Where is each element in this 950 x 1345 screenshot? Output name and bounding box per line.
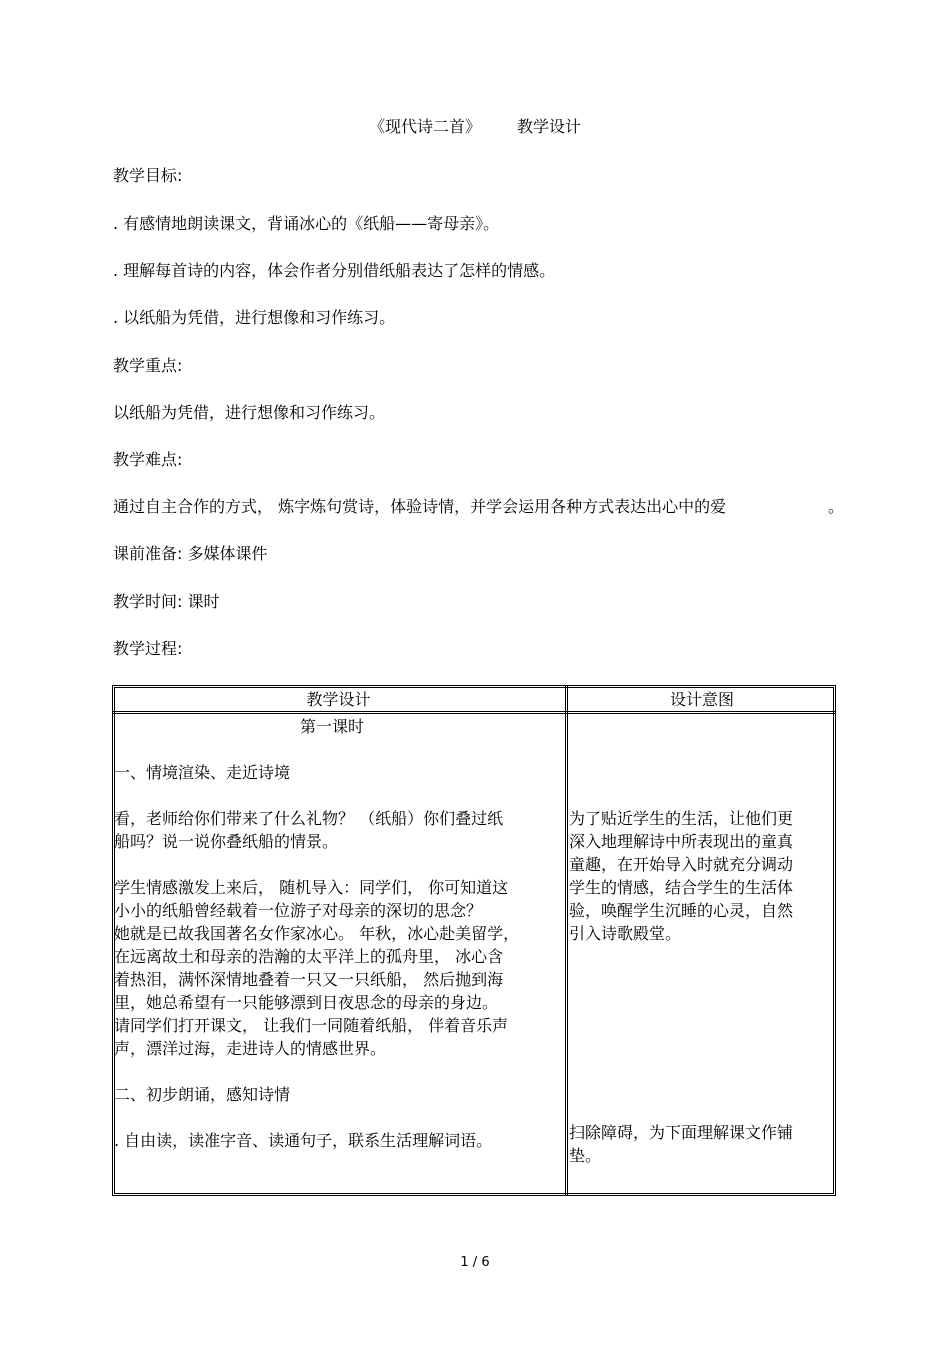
document-title: [0, 117, 950, 137]
header-design-intent: 设计意图: [669, 690, 734, 709]
lesson-table: [112, 685, 836, 1196]
p2-line-2: 小小的纸船曾经载着一位游子对母亲的深切的思念？: [114, 901, 483, 920]
left-cell: [114, 715, 564, 1152]
time-line: 教学时间: 课时: [113, 592, 220, 611]
p1-line-1: 看，老师给你们带来了什么礼物？ （纸船）你们叠过纸: [114, 809, 504, 828]
header-divider: [112, 711, 836, 714]
intent1-line-4: 学生的情感，结合学生的生活体: [569, 878, 794, 897]
difficulty-period: 。: [828, 497, 845, 516]
goal-heading: 教学目标:: [113, 166, 183, 185]
goal-item-1: . 有感情地朗读课文，背诵冰心的《纸船——寄母亲》。: [113, 214, 500, 233]
intent1-line-2: 深入地理解诗中所表现出的童真: [569, 832, 794, 851]
difficulty-text: 通过自主合作的方式， 炼字炼句赏诗，体验诗情，并学会运用各种方式表达出心中的爱: [113, 497, 727, 516]
page-number: 1 / 6: [460, 1255, 490, 1270]
difficulty-heading: 教学难点:: [113, 450, 183, 469]
section-2-heading: 二、初步朗诵，感知诗情: [114, 1085, 291, 1104]
goal-item-2: . 理解每首诗的内容，体会作者分别借纸船表达了怎样的情感。: [113, 261, 556, 280]
header-teaching-design: 教学设计: [306, 690, 371, 709]
p2-line-6: 里，她总希望有一只能够漂到日夜思念的母亲的身边。: [114, 993, 499, 1012]
p2-line-3: 她就是已故我国著名女作家冰心。 年秋，冰心赴美留学，: [114, 924, 520, 943]
intent1-line-6: 引入诗歌殿堂。: [569, 924, 682, 943]
key-heading: 教学重点:: [113, 356, 183, 375]
intent2-line-2: 垫。: [569, 1146, 602, 1165]
p2-line-1: 学生情感激发上来后， 随机导入：同学们， 你可知道这: [114, 878, 509, 897]
title-left: 《现代诗二首》: [368, 117, 481, 136]
key-text: 以纸船为凭借，进行想像和习作练习。: [113, 403, 386, 422]
intent1-line-5: 验，唤醒学生沉睡的心灵，自然: [569, 901, 794, 920]
section-1-heading: 一、情境渲染、走近诗境: [114, 763, 291, 782]
column-divider: [565, 685, 568, 1196]
p2-line-8: 声，漂洋过海，走进诗人的情感世界。: [114, 1039, 387, 1058]
p3-line: . 自由读，读准字音、读通句子，联系生活理解词语。: [114, 1131, 493, 1150]
lesson-label: 第一课时: [300, 717, 365, 736]
intent1-line-1: 为了贴近学生的生活，让他们更: [569, 809, 794, 828]
p2-line-4: 在远离故土和母亲的浩瀚的太平洋上的孤舟里， 冰心含: [114, 947, 504, 966]
title-right: 教学设计: [517, 117, 582, 136]
p2-line-5: 着热泪，满怀深情地叠着一只又一只纸船， 然后抛到海: [114, 970, 504, 989]
prep-line: 课前准备: 多媒体课件: [113, 544, 268, 563]
p1-line-2: 船吗？说一说你叠纸船的情景。: [114, 832, 339, 851]
intent1-line-3: 童趣，在开始导入时就充分调动: [569, 855, 794, 874]
intent2-line-1: 扫除障碍，为下面理解课文作铺: [569, 1123, 794, 1142]
goal-item-3: . 以纸船为凭借，进行想像和习作练习。: [113, 308, 396, 327]
right-cell-intent-1: [569, 807, 834, 945]
process-heading: 教学过程:: [113, 639, 183, 658]
p2-line-7: 请同学们打开课文， 让我们一同随着纸船， 伴着音乐声: [114, 1016, 509, 1035]
right-cell-intent-2: [569, 1121, 834, 1167]
